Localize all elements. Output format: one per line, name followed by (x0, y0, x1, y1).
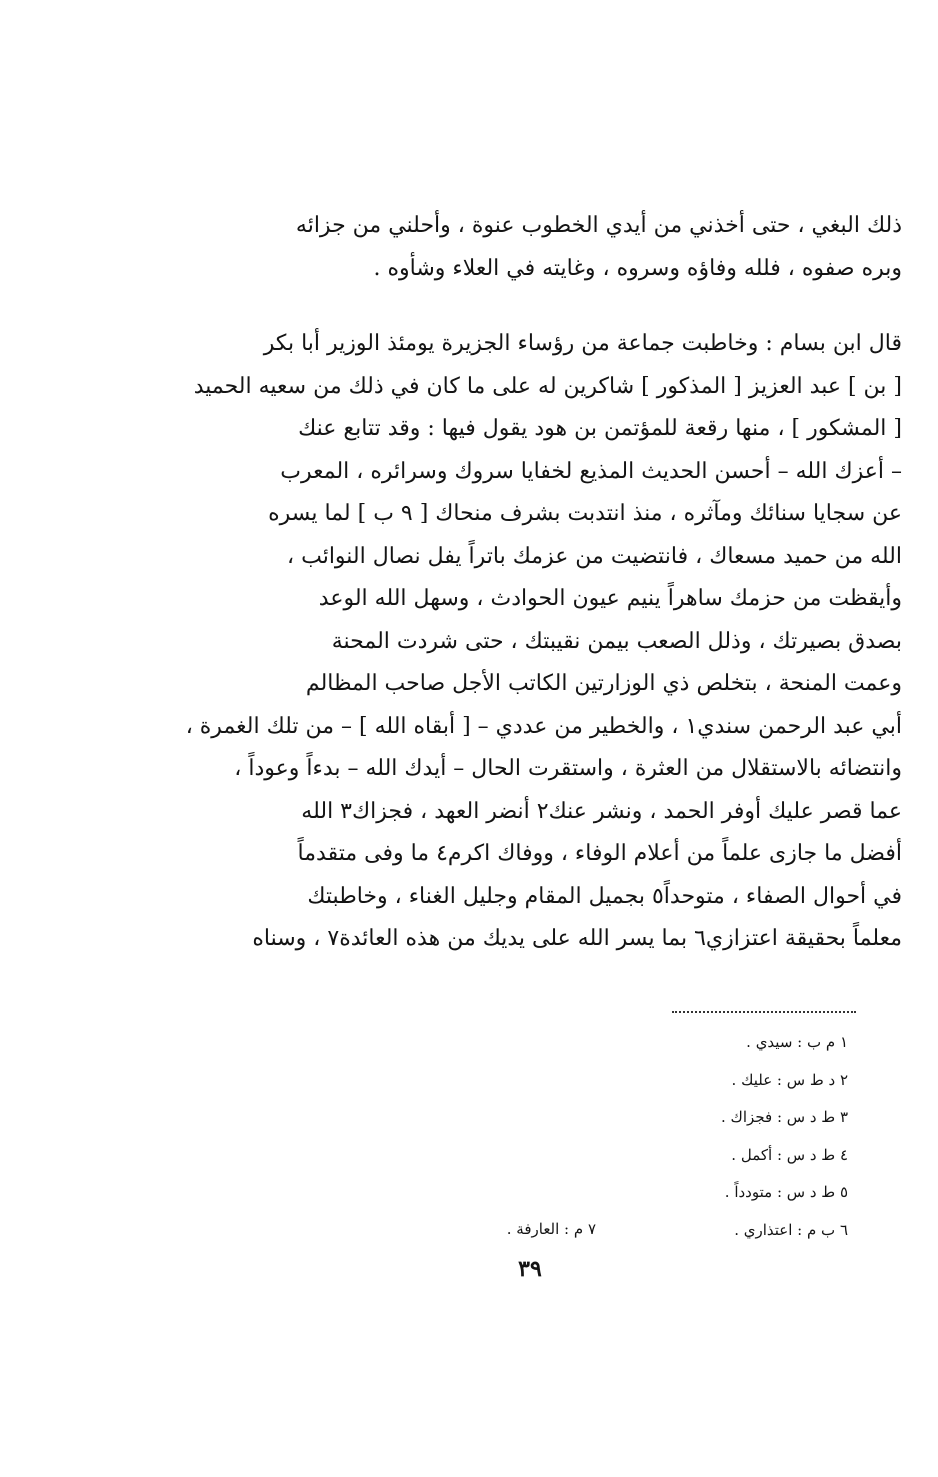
footnote: ٦ ب م : اعتذاري . (734, 1220, 848, 1239)
text-line: أفضل ما جازى علماً من أعلام الوفاء ، ووفاك اكرم٤ ما وفى متقدماً (297, 841, 902, 866)
text-line: ذلك البغي ، حتى أخذني من أيدي الخطوب عنوة ، وأحلني من جزائه (295, 213, 902, 238)
text-line: [ بن ] عبد العزيز [ المذكور ] شاكرين له على ما كان في ذلك من سعيه الحميد (193, 373, 902, 399)
text-line: بصدق بصيرتك ، وذلل الصعب بيمن نقيبتك ، حتى شردت المحنة (331, 628, 902, 654)
text-line: [ المشكور ] ، منها رقعة للمؤتمن بن هود يقول فيها : وقد تتابع عنك (298, 416, 902, 441)
footnote: ٤ ط د س : أكمل . (731, 1145, 848, 1164)
text-line: وانتضائه بالاستقلال من العثرة ، واستقرت الحال – أيدك الله – بدءاً وعوداً ، (234, 756, 902, 781)
text-line: أبي عبد الرحمن سندي١ ، والخطير من عددي – [ أبقاه الله ] – من تلك الغمرة ، (185, 713, 902, 739)
paragraph-main (160, 323, 902, 961)
text-line: قال ابن بسام : وخاطبت جماعة من رؤساء الجزيرة يومئذ الوزير أبا بكر (263, 331, 902, 356)
footnote: ١ م ب : سيدي . (746, 1033, 848, 1051)
paragraph-intro (160, 205, 902, 290)
text-line: في أحوال الصفاء ، متوحداً٥ بجميل المقام وجليل الغناء ، وخاطبتك (307, 883, 902, 909)
text-line: الله من حميد مسعاك ، فانتضيت من عزمك باتراً يفل نصال النوائب ، (287, 543, 902, 569)
footnote: ٢ د ط س : عليك . (731, 1070, 848, 1089)
footnote: ٧ م : العارفة . (506, 1220, 596, 1238)
footnote-separator (672, 1011, 856, 1013)
text-line: معلماً بحقيقة اعتزازي٦ بما يسر الله على يديك من هذه العائدة٧ ، وسناه (252, 926, 902, 951)
text-line: – أعزك الله – أحسن الحديث المذيع لخفايا سروك وسرائره ، المعرب (280, 458, 902, 484)
text-line: عن سجايا سنائك ومآثره ، منذ انتدبت بشرف منحاك [ ٩ ب ] لما يسره (268, 501, 902, 526)
footnote: ٥ ط د س : متودداً . (724, 1183, 848, 1201)
footnotes-list-secondary (456, 1211, 596, 1249)
footnotes-list (648, 1024, 848, 1249)
text-line: وبره صفوه ، فلله وفاؤه وسروه ، وغايته في العلاء وشأوه . (373, 255, 902, 281)
text-line: وأيقظت من حزمك ساهراً ينيم عيون الحوادث ، وسهل الله الوعد (318, 586, 902, 611)
page-number: ٣٩ (518, 1256, 542, 1282)
text-line: عما قصر عليك أوفر الحمد ، ونشر عنك٢ أنضر العهد ، فجزاك٣ الله (301, 798, 902, 824)
footnote: ٣ ط د س : فجزاك . (720, 1108, 848, 1126)
text-line: وعمت المنحة ، بتخلص ذي الوزارتين الكاتب الأجل صاحب المظالم (305, 671, 902, 696)
